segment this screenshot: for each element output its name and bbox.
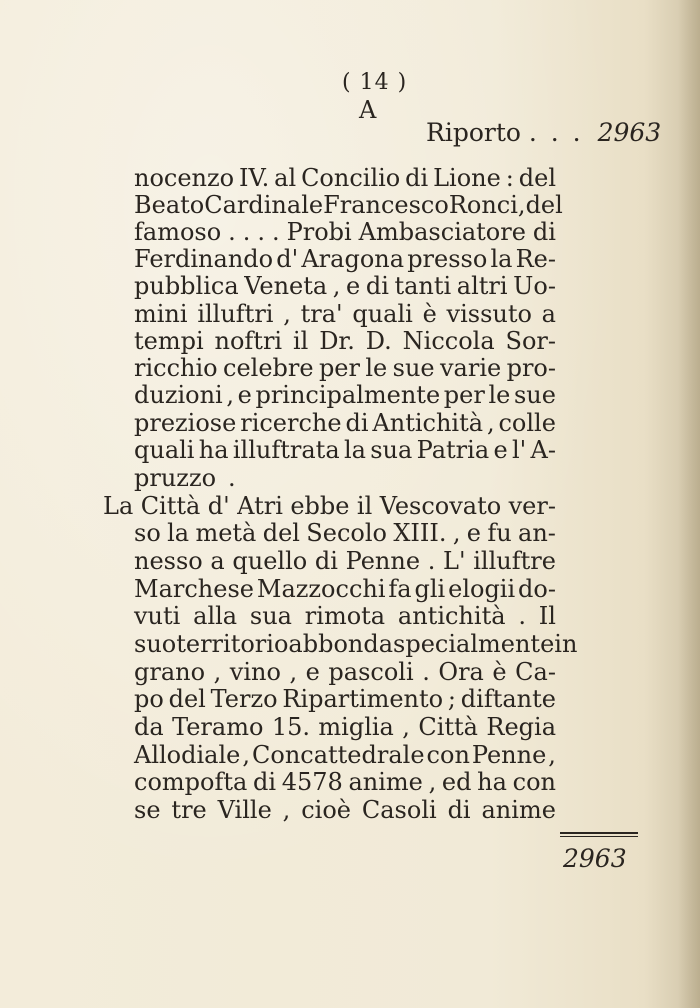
text-line: compofta di 4578 anime , ed ha con: [134, 768, 556, 796]
text-line: La Città d' Atri ebbe il Vescovato ver-: [103, 492, 556, 520]
text-line: nesso a quello di Penne . L' illuftre: [134, 547, 556, 575]
text-line: pubblica Veneta , e di tanti altri Uo-: [134, 272, 556, 300]
text-line: ricchio celebre per le sue varie pro-: [134, 354, 556, 382]
text-line: Marchese Mazzocchi fa gli elogii do-: [134, 575, 556, 603]
signature-mark: A: [359, 96, 377, 124]
carry-forward-value: 2963: [597, 118, 662, 147]
text-line: tempi noftri il Dr. D. Niccola Sor-: [134, 327, 556, 355]
text-line: grano , vino , e pascoli . Ora è Ca-: [134, 658, 556, 686]
page-total: 2963: [563, 844, 627, 873]
text-line: mini illuftri , tra' quali è vissuto a: [134, 300, 556, 328]
text-line: quali ha illuftrata la sua Patria e l' A-: [134, 436, 556, 464]
text-line: pruzzo .: [134, 464, 236, 492]
text-line: so la metà del Secolo XIII. , e fu an-: [134, 519, 556, 547]
text-line: po del Terzo Ripartimento ; diftante: [134, 685, 556, 713]
text-line: suo territorio abbonda specialmente in: [134, 630, 578, 658]
page-number: ( 14 ): [342, 70, 408, 95]
sum-rule: [560, 832, 638, 834]
text-line: da Teramo 15. miglia , Città Regia: [134, 713, 556, 741]
text-line: Beato Cardinale Francesco Ronci , del: [134, 191, 563, 219]
carry-forward-label: Riporto: [426, 118, 521, 147]
text-line: Ferdinando d' Aragona presso la Re-: [134, 245, 556, 273]
text-line: Allodiale , Concattedrale con Penne ,: [134, 741, 556, 769]
text-line: duzioni , e principalmente per le sue: [134, 381, 556, 409]
text-line: nocenzo IV. al Concilio di Lione : del: [134, 164, 556, 192]
text-line: se tre Ville , cioè Casoli di anime: [134, 796, 556, 824]
text-line: vuti alla sua rimota antichità . Il: [134, 602, 556, 630]
text-line: preziose ricerche di Antichità , colle: [134, 409, 556, 437]
page-gutter-shadow: [678, 0, 700, 1008]
text-line: famoso . . . . Probi Ambasciatore di: [134, 218, 556, 246]
carry-forward-line: [426, 118, 661, 147]
carry-forward-dots: . . .: [528, 118, 584, 147]
